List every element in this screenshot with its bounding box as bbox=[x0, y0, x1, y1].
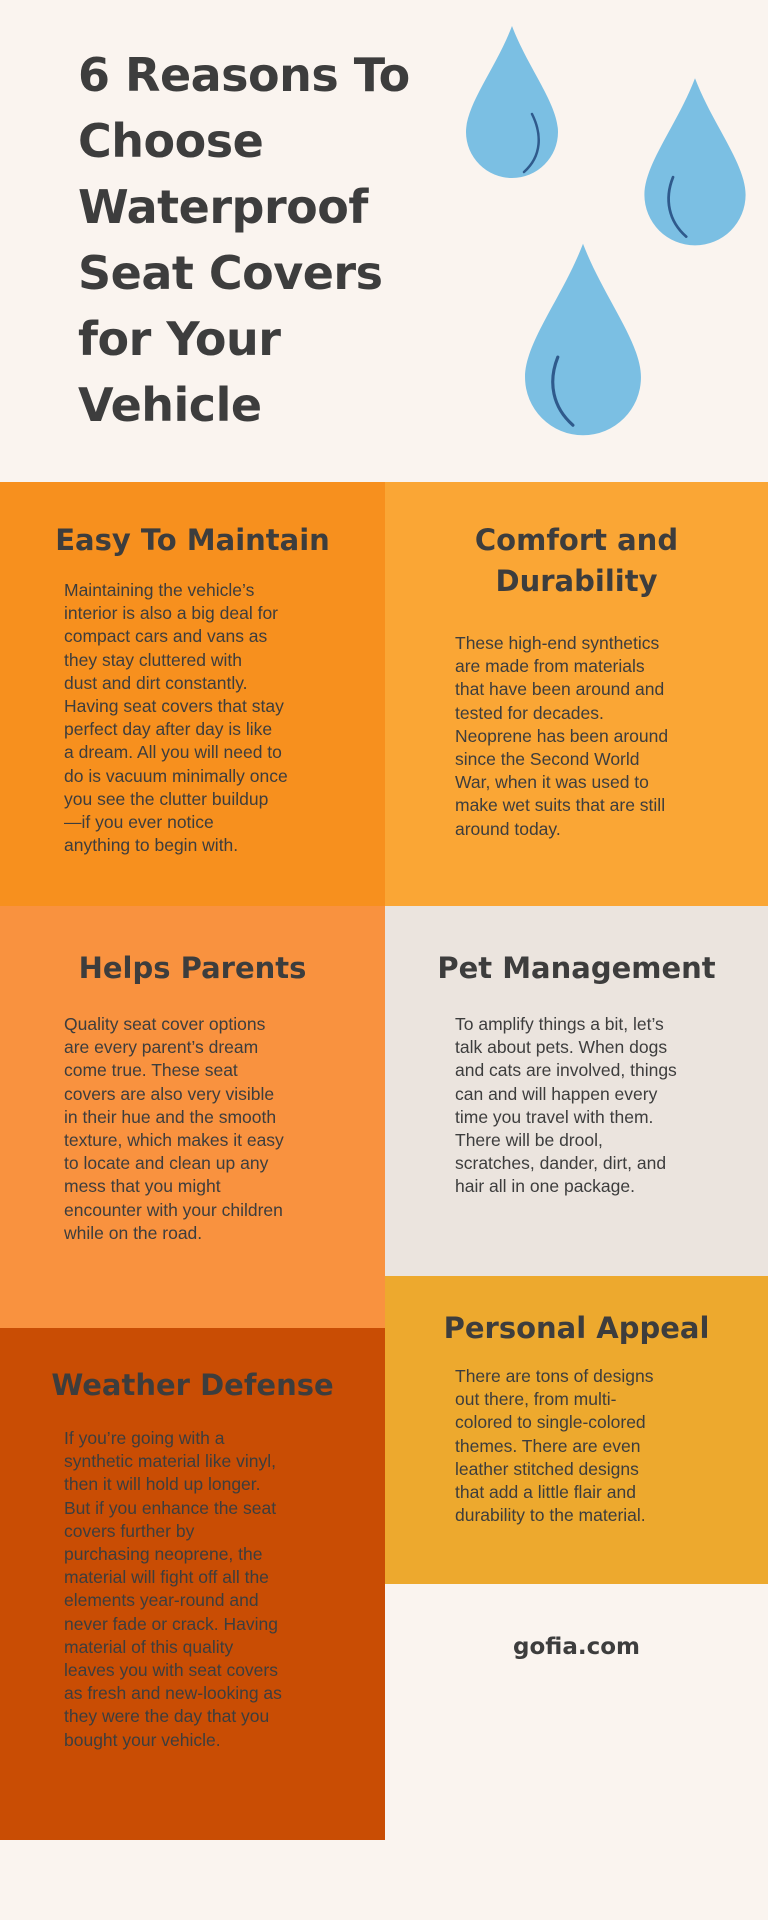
water-drop-icon bbox=[640, 72, 750, 256]
water-drop-icon bbox=[520, 236, 646, 448]
section-body: There are tons of designs out there, from multi- colored to single-colored themes. There are even leather stitched designs that add a little flair and durability to the material. bbox=[455, 1366, 654, 1526]
section-body: If you’re going with a synthetic material like vinyl, then it will hold up longer. But if you enhance the seat covers further by purchasing neoprene, the material will fight off all the elements year-round and never fade or crack. Having material of this quality leaves you with seat covers as fresh and new-looking as they were the day that you bought your vehicle. bbox=[64, 1428, 282, 1750]
section-heading: Comfort and Durability bbox=[474, 523, 679, 598]
title-line: Vehicle bbox=[78, 378, 262, 432]
section-body: These high-end synthetics are made from materials that have been around and tested for decades. Neoprene has been around since the Second World War, when it was used to make wet suits that are still around today. bbox=[455, 633, 669, 839]
section-heading: Pet Management bbox=[437, 951, 716, 985]
title-line: Seat Covers bbox=[78, 246, 383, 300]
section-heading: Helps Parents bbox=[78, 951, 307, 985]
site-url[interactable]: gofia.com bbox=[513, 1634, 640, 1660]
section-body: Quality seat cover options are every parent’s dream come true. These seat covers are also very visible in their hue and the smooth texture, which makes it easy to locate and clean up any mess that you might encounter with your children while on the road. bbox=[64, 1014, 284, 1243]
title-line: Waterproof bbox=[78, 180, 368, 234]
title-line: 6 Reasons To bbox=[78, 48, 410, 102]
section-heading: Personal Appeal bbox=[443, 1311, 710, 1345]
section-body: To amplify things a bit, let’s talk about pets. When dogs and cats are involved, things can and will happen every time you travel with them. There will be drool, scratches, dander, dirt, and hair all in one package. bbox=[455, 1014, 677, 1197]
title-line: Choose bbox=[78, 114, 264, 168]
section-heading: Weather Defense bbox=[51, 1368, 334, 1402]
section-heading: Easy To Maintain bbox=[55, 523, 330, 557]
section-body: Maintaining the vehicle’s interior is also a big deal for compact cars and vans as they stay cluttered with dust and dirt constantly. Having seat covers that stay perfect day after day is like a dream. All you will need to do is vacuum minimally once you see the clutter buildup —if you ever notice anything to begin with. bbox=[64, 580, 288, 856]
title-line: for Your bbox=[78, 312, 281, 366]
page-title bbox=[78, 42, 478, 438]
water-drop-icon bbox=[462, 24, 562, 184]
